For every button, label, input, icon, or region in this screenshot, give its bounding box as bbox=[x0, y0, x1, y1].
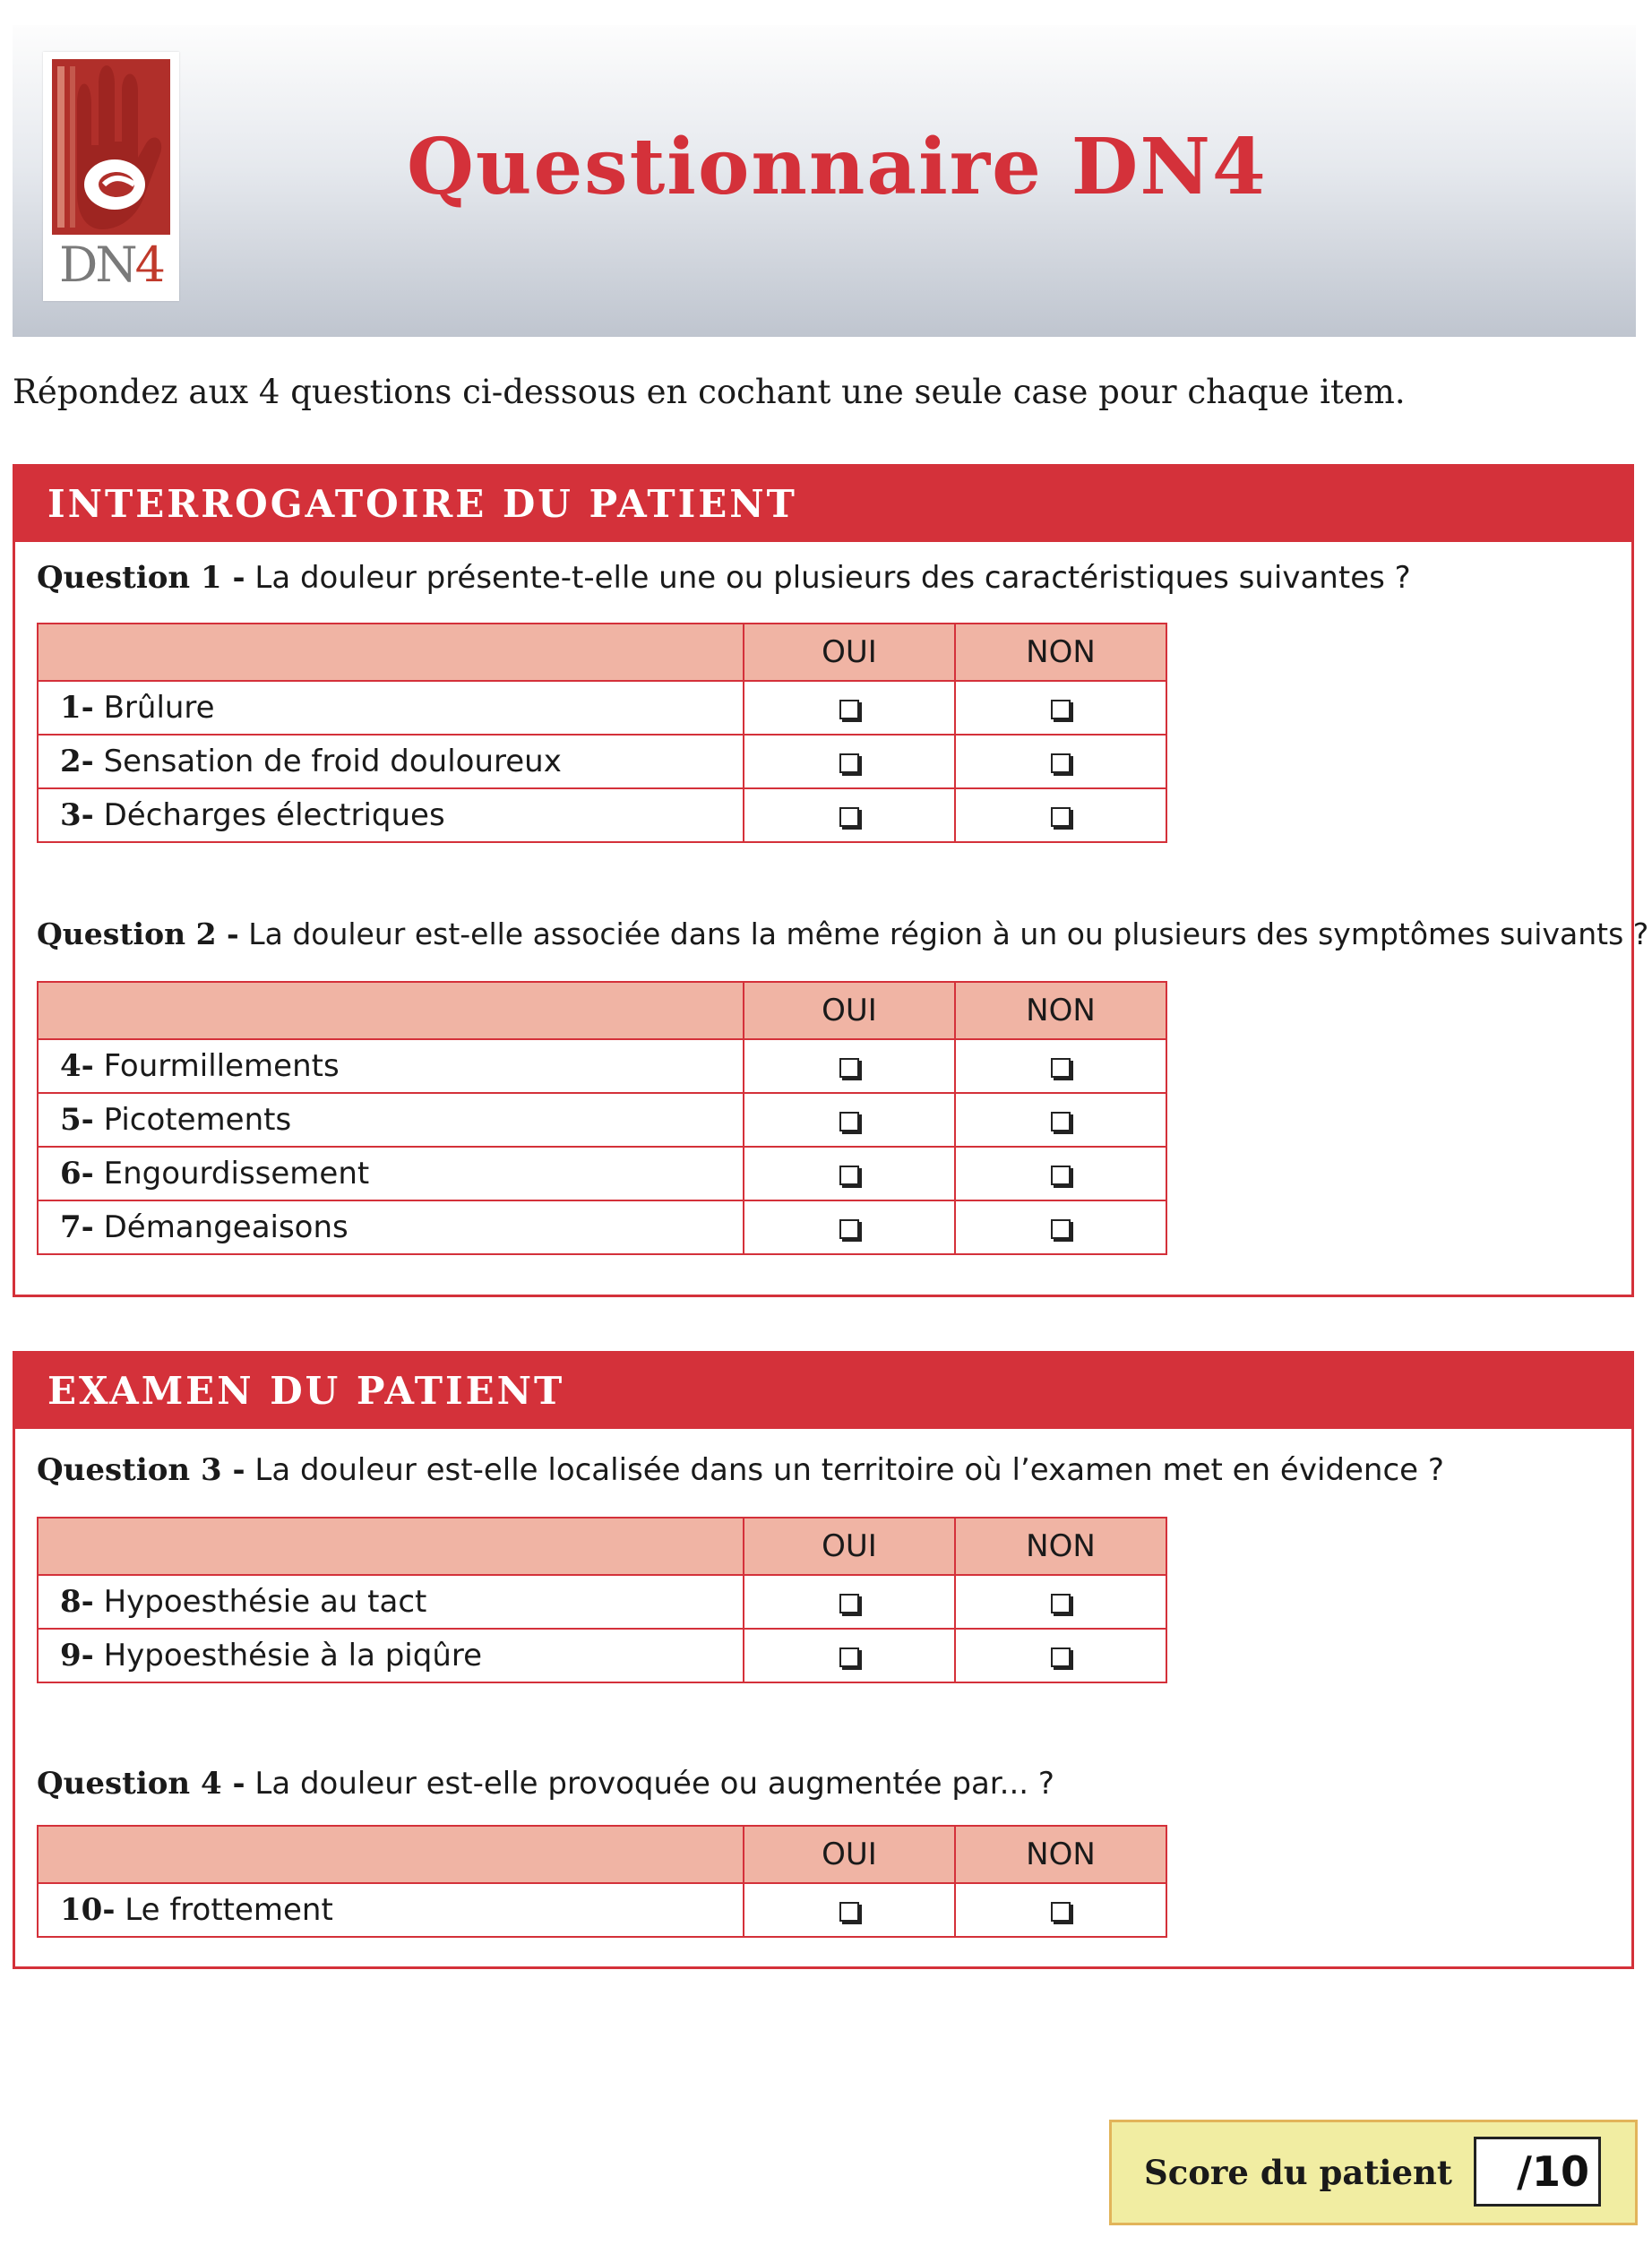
question-1-table bbox=[37, 623, 1167, 843]
question-number: Question 3 - bbox=[37, 1452, 245, 1488]
yes-cell bbox=[744, 788, 955, 842]
score-label: Score du patient bbox=[1144, 2153, 1453, 2192]
section-title: INTERROGATOIRE DU PATIENT bbox=[15, 467, 1631, 542]
score-field[interactable]: /10 bbox=[1474, 2137, 1601, 2207]
table-row bbox=[38, 1147, 1166, 1200]
question-1 bbox=[37, 560, 1411, 596]
no-cell bbox=[955, 1093, 1166, 1147]
section-examen bbox=[13, 1351, 1634, 1969]
yes-checkbox[interactable] bbox=[839, 1058, 859, 1078]
no-cell bbox=[955, 1147, 1166, 1200]
no-cell bbox=[955, 1883, 1166, 1937]
yes-checkbox[interactable] bbox=[839, 1594, 859, 1613]
no-cell bbox=[955, 1200, 1166, 1254]
item-label: 4- Fourmillements bbox=[38, 1039, 744, 1093]
item-label: 7- Démangeaisons bbox=[38, 1200, 744, 1254]
no-cell bbox=[955, 735, 1166, 788]
yes-cell bbox=[744, 1147, 955, 1200]
column-yes: OUI bbox=[744, 982, 955, 1039]
yes-checkbox[interactable] bbox=[839, 1166, 859, 1185]
column-no: NON bbox=[955, 624, 1166, 681]
table-row bbox=[38, 735, 1166, 788]
yes-checkbox[interactable] bbox=[839, 753, 859, 773]
no-checkbox[interactable] bbox=[1051, 1112, 1071, 1131]
question-number: Question 2 - bbox=[37, 916, 239, 951]
yes-checkbox[interactable] bbox=[839, 700, 859, 719]
table-row bbox=[38, 1039, 1166, 1093]
yes-cell bbox=[744, 735, 955, 788]
no-checkbox[interactable] bbox=[1051, 1594, 1071, 1613]
item-label: 8- Hypoesthésie au tact bbox=[38, 1575, 744, 1629]
yes-cell bbox=[744, 1093, 955, 1147]
no-cell bbox=[955, 1575, 1166, 1629]
column-no: NON bbox=[955, 982, 1166, 1039]
item-label: 10- Le frottement bbox=[38, 1883, 744, 1937]
item-label: 2- Sensation de froid douloureux bbox=[38, 735, 744, 788]
dn4-logo bbox=[43, 52, 179, 301]
no-cell bbox=[955, 1039, 1166, 1093]
table-row bbox=[38, 1575, 1166, 1629]
question-3 bbox=[37, 1452, 1444, 1488]
instructions-text: Répondez aux 4 questions ci-dessous en cochant une seule case pour chaque item. bbox=[13, 373, 1406, 411]
table-row bbox=[38, 788, 1166, 842]
hand-logo-icon bbox=[52, 59, 170, 235]
question-number: Question 1 - bbox=[37, 560, 245, 596]
table-row bbox=[38, 1200, 1166, 1254]
table-row bbox=[38, 1883, 1166, 1937]
question-2 bbox=[37, 916, 1648, 951]
question-text: La douleur est-elle provoquée ou augmentée par... ? bbox=[245, 1766, 1054, 1802]
table-header-blank bbox=[38, 1518, 744, 1575]
no-checkbox[interactable] bbox=[1051, 1219, 1071, 1239]
yes-checkbox[interactable] bbox=[839, 1219, 859, 1239]
column-yes: OUI bbox=[744, 1518, 955, 1575]
question-number: Question 4 - bbox=[37, 1766, 245, 1802]
question-4 bbox=[37, 1766, 1054, 1802]
no-checkbox[interactable] bbox=[1051, 700, 1071, 719]
question-4-table bbox=[37, 1825, 1167, 1938]
question-2-table bbox=[37, 981, 1167, 1255]
table-header-blank bbox=[38, 982, 744, 1039]
table-row bbox=[38, 1629, 1166, 1682]
logo-wordmark: DN4 bbox=[59, 237, 163, 293]
table-row bbox=[38, 1093, 1166, 1147]
page-header bbox=[13, 25, 1636, 337]
column-no: NON bbox=[955, 1826, 1166, 1883]
no-checkbox[interactable] bbox=[1051, 1166, 1071, 1185]
item-label: 9- Hypoesthésie à la piqûre bbox=[38, 1629, 744, 1682]
yes-cell bbox=[744, 1575, 955, 1629]
yes-cell bbox=[744, 1200, 955, 1254]
no-checkbox[interactable] bbox=[1051, 753, 1071, 773]
no-checkbox[interactable] bbox=[1051, 807, 1071, 827]
column-yes: OUI bbox=[744, 1826, 955, 1883]
page-title: Questionnaire DN4 bbox=[407, 122, 1268, 212]
yes-checkbox[interactable] bbox=[839, 807, 859, 827]
no-checkbox[interactable] bbox=[1051, 1058, 1071, 1078]
yes-cell bbox=[744, 681, 955, 735]
section-title: EXAMEN DU PATIENT bbox=[15, 1354, 1631, 1429]
question-3-table bbox=[37, 1517, 1167, 1683]
question-text: La douleur présente-t-elle une ou plusieurs des caractéristiques suivantes ? bbox=[245, 560, 1411, 596]
column-yes: OUI bbox=[744, 624, 955, 681]
item-label: 1- Brûlure bbox=[38, 681, 744, 735]
yes-checkbox[interactable] bbox=[839, 1112, 859, 1131]
question-text: La douleur est-elle localisée dans un territoire où l’examen met en évidence ? bbox=[245, 1452, 1444, 1488]
yes-cell bbox=[744, 1039, 955, 1093]
yes-checkbox[interactable] bbox=[839, 1647, 859, 1667]
yes-cell bbox=[744, 1629, 955, 1682]
patient-score-panel bbox=[1109, 2120, 1638, 2225]
no-checkbox[interactable] bbox=[1051, 1902, 1071, 1922]
column-no: NON bbox=[955, 1518, 1166, 1575]
item-label: 3- Décharges électriques bbox=[38, 788, 744, 842]
item-label: 5- Picotements bbox=[38, 1093, 744, 1147]
yes-checkbox[interactable] bbox=[839, 1902, 859, 1922]
item-label: 6- Engourdissement bbox=[38, 1147, 744, 1200]
yes-cell bbox=[744, 1883, 955, 1937]
question-text: La douleur est-elle associée dans la même région à un ou plusieurs des symptômes suivants ? bbox=[238, 916, 1649, 951]
table-header-blank bbox=[38, 1826, 744, 1883]
no-cell bbox=[955, 1629, 1166, 1682]
table-row bbox=[38, 681, 1166, 735]
no-cell bbox=[955, 681, 1166, 735]
no-cell bbox=[955, 788, 1166, 842]
table-header-blank bbox=[38, 624, 744, 681]
section-interrogatoire bbox=[13, 464, 1649, 1297]
no-checkbox[interactable] bbox=[1051, 1647, 1071, 1667]
